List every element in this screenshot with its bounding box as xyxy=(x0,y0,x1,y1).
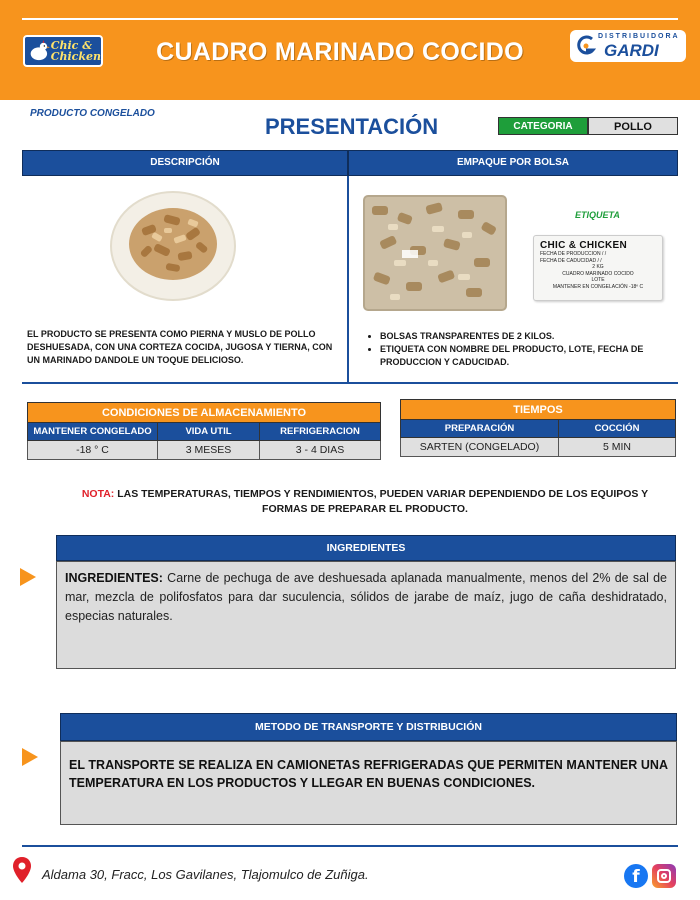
description-text: EL PRODUCTO SE PRESENTA COMO PIERNA Y MUSLO DE POLLO DESHUESADA, CON UNA CORTEZA COCIDA, JUGOSA Y TIERNA, CON UN MARINADO DANDOLE UN TOQUE DELICIOSO. xyxy=(27,329,333,365)
header-divider xyxy=(22,18,678,20)
list-item: • BOLSAS TRANSPARENTES DE 2 KILOS. xyxy=(380,330,676,343)
brand-left-line2: Chicken xyxy=(50,50,101,63)
gardi-text: GARDI xyxy=(604,41,659,60)
times-preparation-value: SARTEN (CONGELADO) xyxy=(401,438,559,457)
note-text: LAS TEMPERATURAS, TIEMPOS Y RENDIMIENTOS, PUEDEN VARIAR DEPENDIENDO DE LOS EQUIPOS Y FORMAS DE PREPARAR EL PRODUCTO. xyxy=(114,488,649,515)
chic-chicken-logo xyxy=(23,35,103,67)
transport-header: METODO DE TRANSPORTE Y DISTRIBUCIÓN xyxy=(60,713,677,741)
gardi-logo xyxy=(570,30,686,62)
distribuidora-text: DISTRIBUIDORA xyxy=(598,33,680,40)
times-title: TIEMPOS xyxy=(401,400,676,420)
arrow-icon xyxy=(20,568,36,586)
product-type: PRODUCTO CONGELADO xyxy=(30,108,155,119)
storage-shelf-life-value: 3 MESES xyxy=(158,441,260,460)
label-expiration-date: FECHA DE CADUCIDAD / / xyxy=(540,257,602,264)
location-pin-icon xyxy=(12,856,32,884)
instagram-icon[interactable] xyxy=(652,864,676,888)
chicken-plate-image xyxy=(108,186,238,302)
facebook-icon[interactable]: f xyxy=(624,864,648,888)
label-title: ETIQUETA xyxy=(575,210,620,220)
storage-col-refrigeration: REFRIGERACION xyxy=(260,423,381,441)
brand-left-line1: Chic & xyxy=(50,39,93,52)
ingredients-box xyxy=(56,561,676,669)
times-col-cooking: COCCIÓN xyxy=(559,420,676,438)
category-label: CATEGORIA xyxy=(498,117,588,135)
footer-divider xyxy=(22,845,678,847)
category-value: POLLO xyxy=(588,117,678,135)
vertical-divider xyxy=(347,176,349,382)
ingredients-label: INGREDIENTES: xyxy=(65,571,163,585)
ingredients-header: INGREDIENTES xyxy=(56,535,676,561)
label-lot: LOTE xyxy=(591,277,605,283)
storage-table xyxy=(27,402,381,460)
product-label-card xyxy=(533,235,663,301)
list-item: • ETIQUETA CON NOMBRE DEL PRODUCTO, LOTE, FECHA DE PRODUCCION Y CADUCIDAD. xyxy=(380,343,676,369)
arrow-icon xyxy=(22,748,38,766)
section-divider xyxy=(22,382,678,384)
transport-text: EL TRANSPORTE SE REALIZA EN CAMIONETAS REFRIGERADAS QUE PERMITEN MANTENER UNA TEMPERATURA EN LOS PRODUCTOS Y LLEGAR EN BUENAS CONDICIONES. xyxy=(60,741,677,825)
packaging-bullets xyxy=(368,330,676,369)
label-storage: MANTENER EN CONGELACIÓN -18º C xyxy=(552,283,644,290)
note-label: NOTA: xyxy=(81,488,115,500)
times-table xyxy=(400,399,676,457)
page-title: CUADRO MARINADO COCIDO xyxy=(156,38,524,66)
times-cooking-value: 5 MIN xyxy=(559,438,676,457)
label-production-date: FECHA DE PRODUCCION / / xyxy=(540,251,607,257)
packaged-bag-image xyxy=(362,194,508,312)
label-product: CUADRO MARINADO COCIDO xyxy=(562,270,634,277)
hen-icon xyxy=(27,38,51,64)
gardi-g-icon xyxy=(575,34,597,58)
note xyxy=(60,487,670,517)
header-banner xyxy=(0,0,700,100)
ingredients-text: Carne de pechuga de ave deshuesada aplanada manualmente, menos del 2% de sal de mar, mezcla de polifosfatos para dar suculencia, sólidos de jarabe de maíz, jugo de caña deshidratado, especias naturales. xyxy=(65,571,667,623)
storage-col-shelf-life: VIDA UTIL xyxy=(158,423,260,441)
storage-title: CONDICIONES DE ALMACENAMIENTO xyxy=(28,403,381,423)
section-title: PRESENTACIÓN xyxy=(265,114,439,139)
storage-frozen-value: -18 ° C xyxy=(28,441,158,460)
label-brand: CHIC & CHICKEN xyxy=(540,240,627,251)
packaging-header: EMPAQUE POR BOLSA xyxy=(348,150,678,176)
storage-refrigeration-value: 3 - 4 DIAS xyxy=(260,441,381,460)
description-header: DESCRIPCIÓN xyxy=(22,150,348,176)
storage-col-frozen: MANTENER CONGELADO xyxy=(28,423,158,441)
label-weight: 2 KG xyxy=(592,264,604,270)
times-col-preparation: PREPARACIÓN xyxy=(401,420,559,438)
footer-address: Aldama 30, Fracc, Los Gavilanes, Tlajomulco de Zuñiga. xyxy=(42,867,369,882)
